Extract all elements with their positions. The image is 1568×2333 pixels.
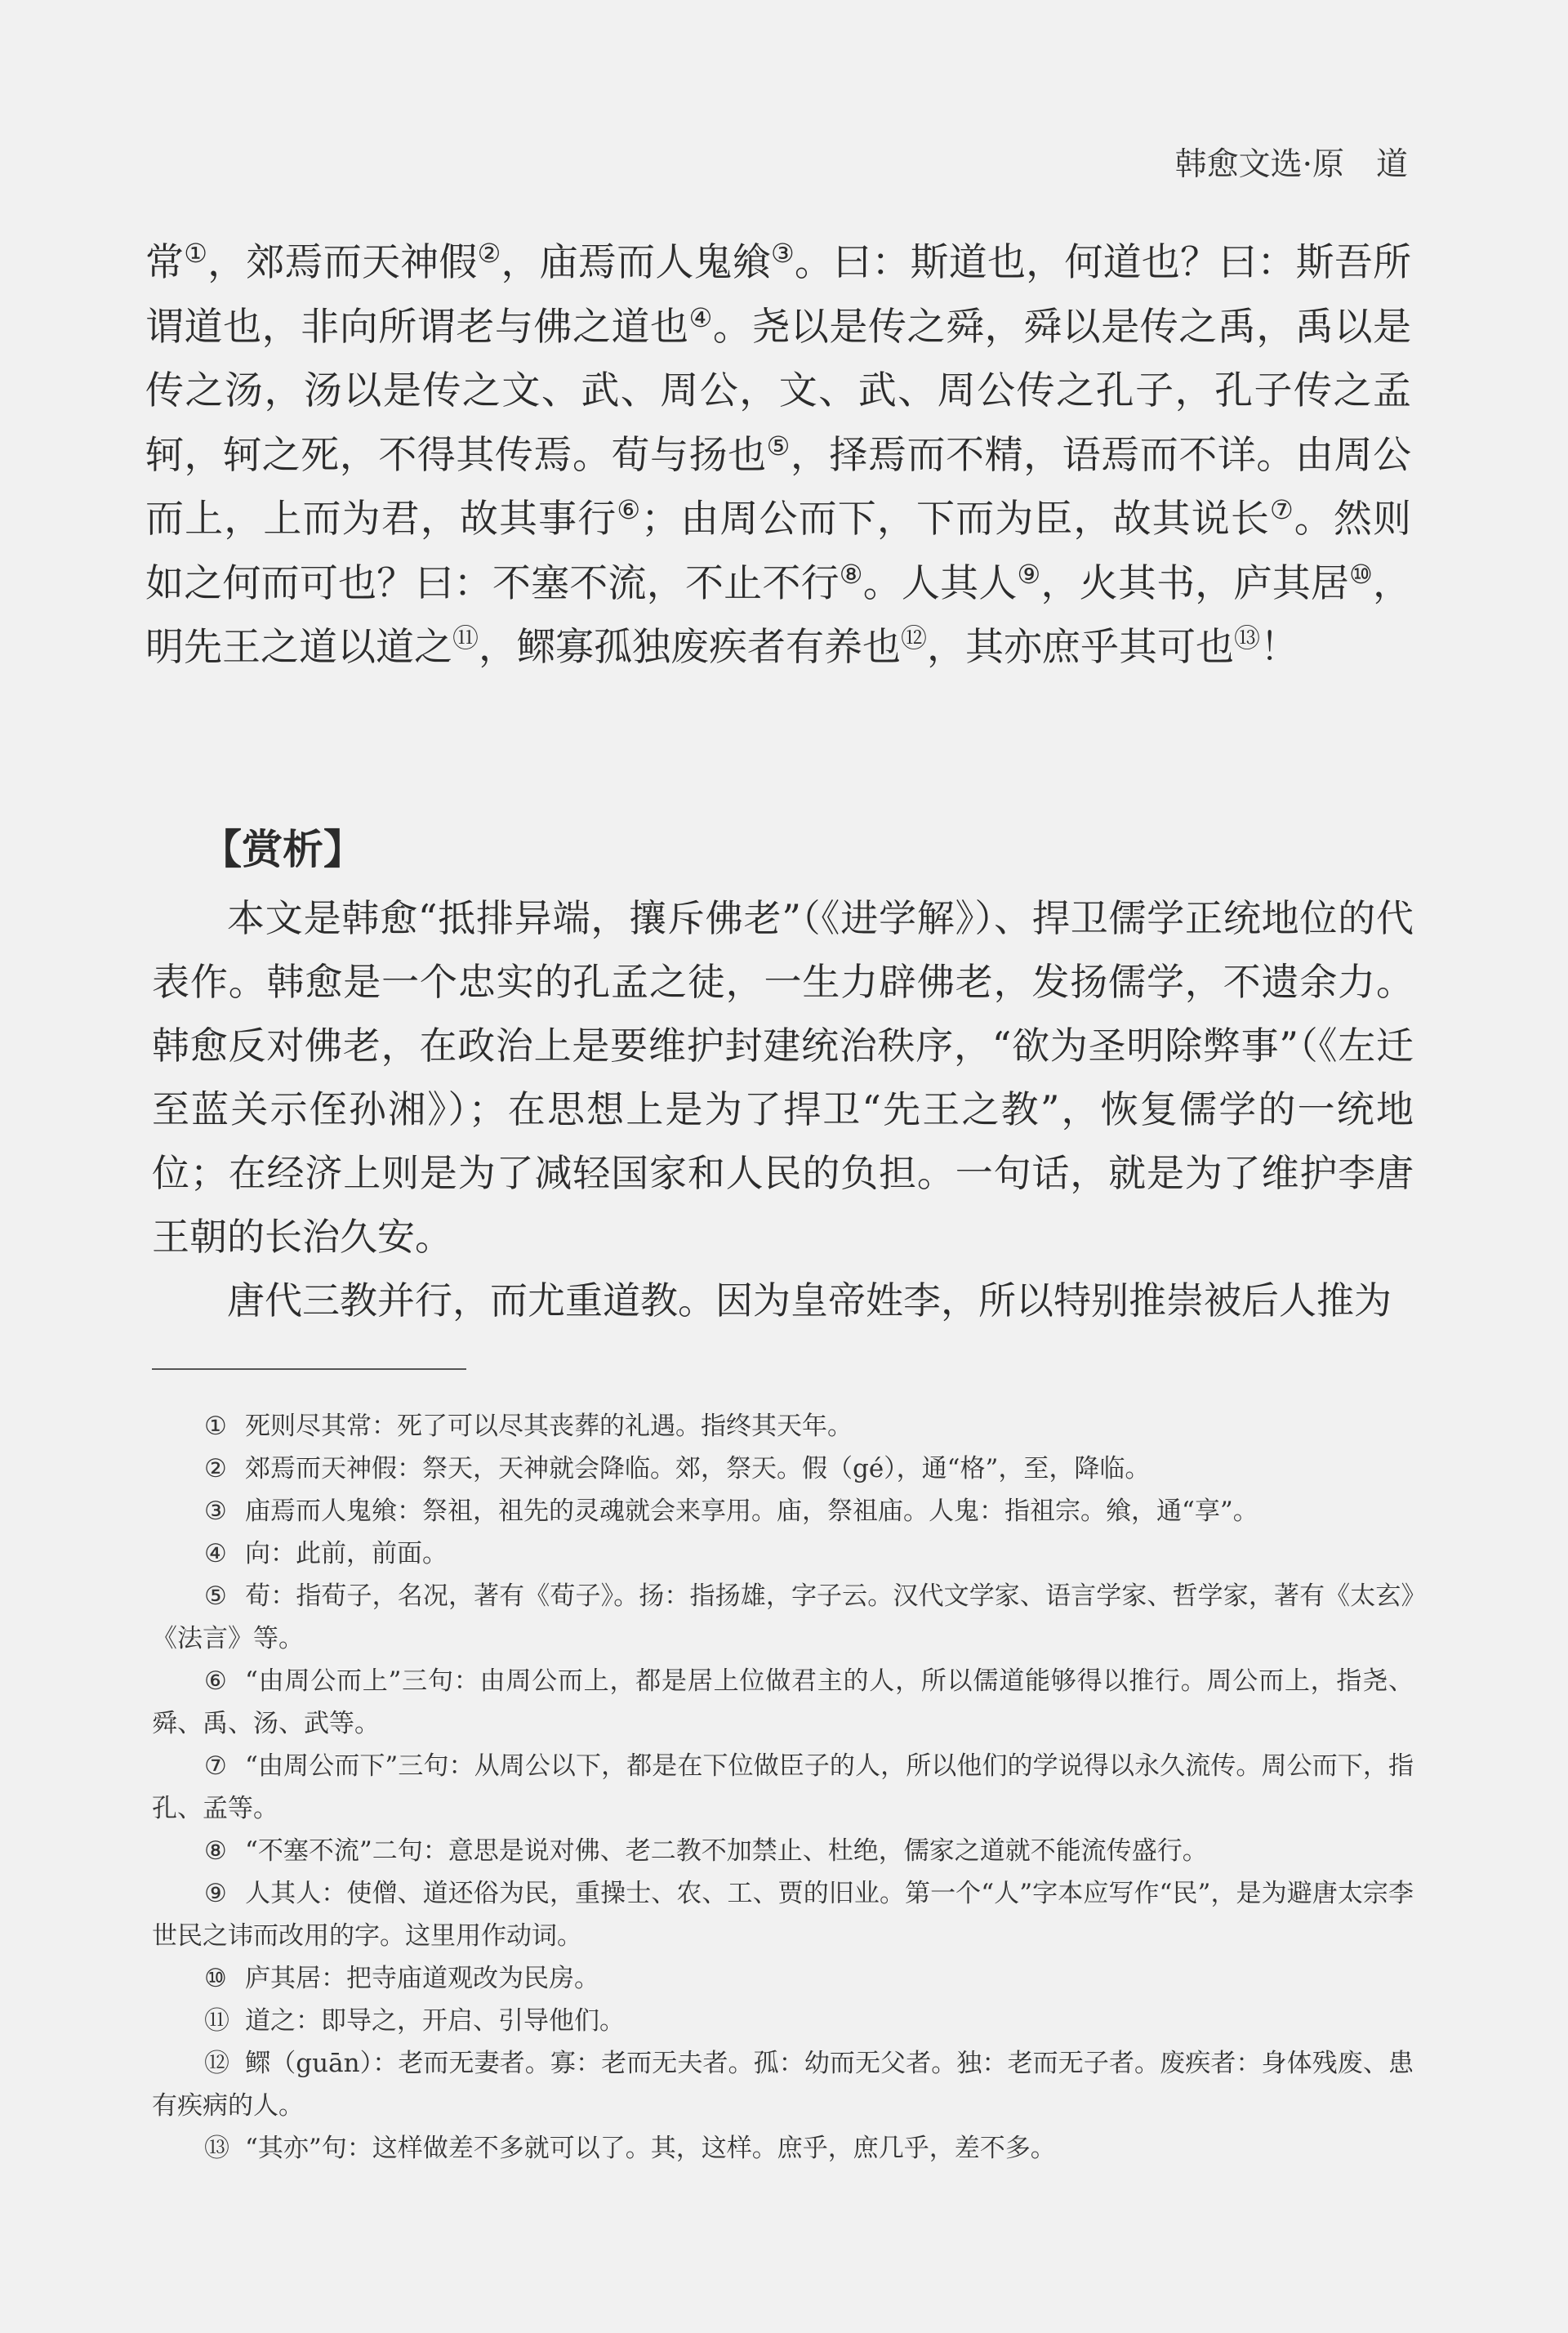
footnote-text: “由周公而下”三句：从周公以下，都是在下位做臣子的人，所以他们的学说得以永久流传。周公而下，指孔、孟等。: [152, 1751, 1414, 1823]
footnote: [152, 1575, 1414, 1660]
footnote: [152, 1830, 1414, 1872]
footnote: [152, 1532, 1414, 1575]
footnote: [152, 1660, 1414, 1745]
text-run: 常: [145, 240, 185, 285]
text-run: ！: [1260, 625, 1299, 670]
footnote-ref: ⑬: [1234, 622, 1261, 654]
footnote-number: ⑥: [204, 1666, 227, 1696]
footnote: [152, 1872, 1414, 1957]
footnote-number: ⑬: [204, 2134, 229, 2163]
footnote-number: ⑫: [204, 2049, 229, 2078]
footnote-ref: ⑩: [1349, 558, 1374, 590]
text-run: 。人其人: [862, 560, 1018, 606]
footnote-divider: [152, 1368, 466, 1370]
footnote-ref: ⑨: [1017, 558, 1041, 590]
footnote-number: ②: [204, 1454, 227, 1483]
footnote: [152, 1405, 1414, 1448]
analysis-body: [152, 886, 1414, 1332]
section-heading: 【赏析】: [201, 826, 364, 873]
footnote-text: 道之：即导之，开启、引导他们。: [245, 2006, 625, 2036]
main-text: [145, 231, 1411, 680]
footnote-text: “其亦”句：这样做差不多就可以了。其，这样。庶乎，庶几乎，差不多。: [245, 2134, 1056, 2163]
footnote: [152, 2042, 1414, 2127]
footnote-text: 郊焉而天神假：祭天，天神就会降临。郊，祭天。假（gé），通“格”，至，降临。: [245, 1454, 1151, 1483]
footnotes: [152, 1405, 1414, 2170]
footnote-ref: ⑤: [766, 430, 791, 462]
footnote-ref: ②: [477, 238, 501, 269]
footnote: [152, 1490, 1414, 1532]
running-header: 韩愈文选·原 道: [1174, 146, 1408, 183]
footnote: [152, 2127, 1414, 2170]
footnote: [152, 1745, 1414, 1830]
footnote: [152, 1448, 1414, 1490]
footnote-ref: ⑥: [617, 494, 642, 525]
footnote-number: ③: [204, 1497, 227, 1526]
footnote: [152, 1957, 1414, 2000]
footnote-number: ⑦: [204, 1751, 227, 1781]
footnote-text: 庐其居：把寺庙道观改为民房。: [245, 1964, 599, 1993]
footnote-number: ⑪: [204, 2006, 229, 2036]
footnote-ref: ⑦: [1269, 494, 1294, 525]
footnote-number: ⑩: [204, 1964, 227, 1993]
text-run: ，庙焉而人鬼飨: [501, 240, 771, 285]
footnote-text: 死则尽其常：死了可以尽其丧葬的礼遇。指终其天年。: [245, 1412, 853, 1441]
text-run: 。曰：斯道也，何道也？曰：斯吾所谓道也，非向所谓老与佛之道也: [145, 240, 1412, 350]
footnote-text: 荀：指荀子，名况，著有《荀子》。扬：指扬雄，字子云。汉代文学家、语言学家、哲学家，著有《太玄》《法言》等。: [152, 1581, 1414, 1653]
text-run: ，其亦庶乎其可也: [927, 625, 1235, 670]
text-run: ，火其书，庐其居: [1040, 560, 1350, 606]
footnote-text: 庙焉而人鬼飨：祭祖，祖先的灵魂就会来享用。庙，祭祖庙。人鬼：指祖宗。飨，通“享”。: [245, 1497, 1258, 1526]
footnote-number: ①: [204, 1412, 227, 1441]
footnote-ref: ④: [688, 301, 713, 333]
footnote-number: ⑨: [204, 1879, 227, 1908]
footnote-ref: ①: [184, 238, 208, 269]
footnote-ref: ③: [771, 238, 795, 269]
text-run: ，明先王之道以道之: [145, 560, 1412, 670]
footnote-number: ⑧: [204, 1836, 227, 1866]
footnote-ref: ⑫: [901, 622, 928, 654]
text-run: 。然则如之何而可也？曰：不塞不流，不止不行: [145, 497, 1412, 606]
footnote-text: 鳏（guān）：老而无妻者。寡：老而无夫者。孤：幼而无父者。独：老而无子者。废疾者：身体残废、患有疾病的人。: [152, 2049, 1414, 2121]
footnote: [152, 2000, 1414, 2042]
text-run: ；由周公而下，下而为臣，故其说长: [641, 497, 1270, 542]
footnote-text: 向：此前，前面。: [245, 1539, 448, 1568]
footnote-number: ⑤: [204, 1581, 227, 1611]
footnote-ref: ⑪: [452, 622, 479, 654]
analysis-paragraph: 唐代三教并行，而尤重道教。因为皇帝姓李，所以特别推崇被后人推为: [227, 1278, 1392, 1323]
footnote-number: ④: [204, 1539, 227, 1568]
footnote-text: “由周公而上”三句：由周公而上，都是居上位做君主的人，所以儒道能够得以推行。周公而上，指尧、舜、禹、汤、武等。: [152, 1666, 1414, 1738]
footnote-text: 人其人：使僧、道还俗为民，重操士、农、工、贾的旧业。第一个“人”字本应写作“民”，是为避唐太宗李世民之讳而改用的字。这里用作动词。: [152, 1879, 1414, 1951]
text-run: ，择焉而不精，语焉而不详。由周公而上，上而为君，故其事行: [145, 432, 1412, 542]
footnote-text: “不塞不流”二句：意思是说对佛、老二教不加禁止、杜绝，儒家之道就不能流传盛行。: [245, 1836, 1208, 1866]
text-run: ，鳏寡孤独废疾者有养也: [479, 625, 902, 670]
text-run: 。尧以是传之舜，舜以是传之禹，禹以是传之汤，汤以是传之文、武、周公，文、武、周公传之孔子，孔子传之孟轲，轲之死，不得其传焉。荀与扬也: [145, 304, 1412, 478]
main-paragraph: [145, 231, 1411, 680]
analysis-paragraph: 本文是韩愈“抵排异端，攘斥佛老”（《进学解》）、捍卫儒学正统地位的代表作。韩愈是一个忠实的孔孟之徒，一生力辟佛老，发扬儒学，不遗余力。韩愈反对佛老，在政治上是要维护封建统治秩序，“欲为圣明除弊事”（《左迁至蓝关示侄孙湘》）；在思想上是为了捍卫“先王之教”，恢复儒学的一统地位；在经济上则是为了减轻国家和人民的负担。一句话，就是为了维护李唐王朝的长治久安。: [152, 896, 1414, 1259]
text-run: ，郊焉而天神假: [207, 240, 478, 285]
footnote-ref: ⑧: [839, 558, 863, 590]
